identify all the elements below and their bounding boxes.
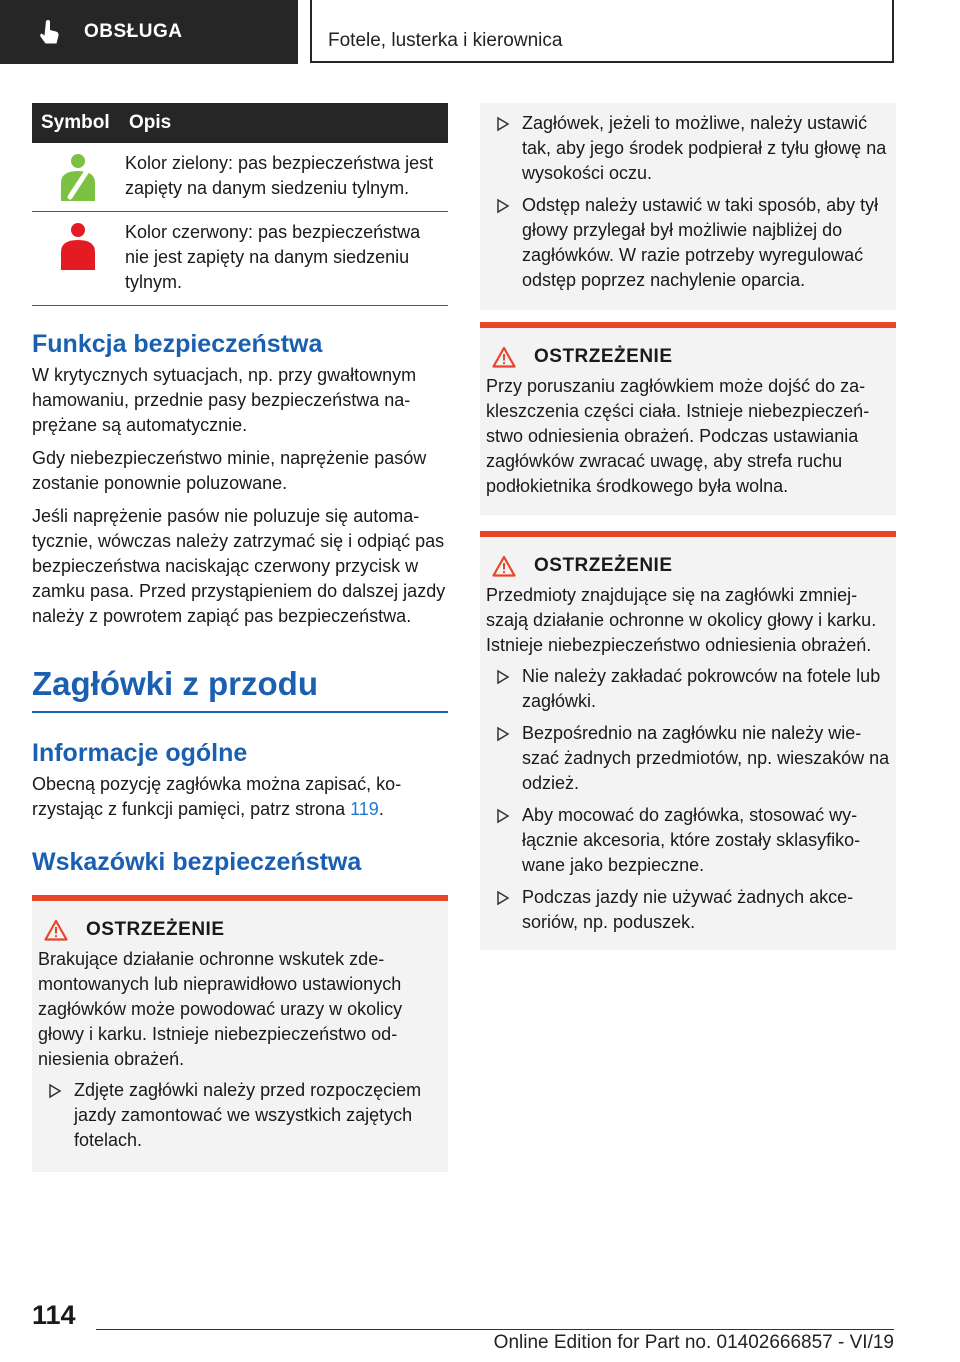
footer-divider bbox=[96, 1329, 894, 1330]
warning-text: Brakujące działanie ochronne wskutek zdemontowanych lub nieprawidłowo ustawionych zagłówków może powodować urazy w okolicy głowy i karku. Istnieje niebezpieczeństwo odniesienia obrażeń. bbox=[38, 949, 403, 1069]
continued-list-box bbox=[480, 103, 896, 310]
seatbelt-unfastened-red-icon bbox=[58, 222, 125, 279]
triangle-bullet-icon bbox=[48, 1081, 62, 1106]
seatbelt-fastened-green-icon bbox=[58, 153, 125, 210]
table-row bbox=[32, 212, 448, 306]
safety-notes-heading: Wskazówki bezpieczeństwa bbox=[32, 848, 362, 876]
list-item: Podczas jazdy nie używać żadnych akcesoriów, np. poduszek. bbox=[480, 885, 896, 935]
warning-title: OSTRZEŻENIE bbox=[534, 555, 673, 576]
triangle-bullet-icon bbox=[496, 667, 510, 692]
warning-icon bbox=[492, 555, 516, 577]
chapter-tab[interactable] bbox=[0, 0, 298, 64]
breadcrumb-text: Fotele, lusterka i kierownica bbox=[328, 30, 563, 51]
triangle-bullet-icon bbox=[496, 724, 510, 749]
symbol-table bbox=[32, 103, 448, 306]
hand-pointer-icon bbox=[38, 18, 64, 46]
paragraph: Gdy niebezpieczeństwo minie, naprężenie pasów zostanie ponownie poluzowane. bbox=[32, 448, 427, 493]
table-cell-description: Kolor czerwony: pas bezpieczeństwa nie jest zapięty na danym siedzeniu tylnym. bbox=[125, 212, 448, 306]
table-header-symbol: Symbol bbox=[32, 103, 125, 143]
left-column bbox=[32, 103, 448, 1172]
general-info-heading: Informacje ogólne bbox=[32, 739, 248, 767]
page-link[interactable]: 119 bbox=[350, 799, 379, 819]
chapter-tab-label: OBSŁUGA bbox=[84, 21, 183, 42]
list-item: Aby mocować do zagłówka, stosować wyłącznie akcesoria, które zostały sklasyfikowane jako bezpieczne. bbox=[480, 803, 896, 878]
general-info-text: Obecną pozycję zagłówka można zapisać, korzystając z funkcji pamięci, patrz strona 119. bbox=[32, 774, 402, 819]
continued-list bbox=[480, 111, 896, 293]
list-item: Bezpośrednio na zagłówku nie należy wieszać żadnych przedmiotów, np. wieszaków na odzież. bbox=[480, 721, 896, 796]
table-row bbox=[32, 143, 448, 212]
page-number: 114 bbox=[32, 1300, 76, 1330]
warning-text: Przy poruszaniu zagłówkiem może dojść do zakleszczenia części ciała. Istnieje niebezpieczeństwo odniesienia obrażeń. Podczas ustawiania zagłówków zwracać uwagę, aby strefa ruchu podłokietnika środkowego była wolna. bbox=[486, 376, 870, 496]
warning-icon bbox=[44, 919, 68, 941]
edition-text: Online Edition for Part no. 01402666857 - VI/19 bbox=[493, 1332, 894, 1353]
triangle-bullet-icon bbox=[496, 114, 510, 139]
warning-box bbox=[32, 895, 448, 1172]
triangle-bullet-icon bbox=[496, 196, 510, 221]
warning-list bbox=[480, 664, 896, 935]
list-item: Odstęp należy ustawić w taki sposób, aby tył głowy przylegał był możliwie najbliżej do zagłówków. W razie potrzeby wyregulować odstęp poprzez nachylenie oparcia. bbox=[480, 193, 896, 293]
table-header-description: Opis bbox=[125, 103, 448, 143]
warning-title: OSTRZEŻENIE bbox=[534, 346, 673, 367]
list-item: Nie należy zakładać pokrowców na fotele lub zagłówki. bbox=[480, 664, 896, 714]
paragraph: Jeśli naprężenie pasów nie poluzuje się automatycznie, wówczas należy zatrzymać się i odpiąć pas bezpieczeństwa naciskając czerwony przycisk w zamku pasa. Przed przystąpieniem do dalszej jazdy należy z powrotem zapiąć pas bezpieczeństwa. bbox=[32, 506, 446, 626]
triangle-bullet-icon bbox=[496, 888, 510, 913]
list-item: Zagłówek, jeżeli to możliwe, należy ustawić tak, aby jego środek podpierał z tyłu głowę na wysokości oczu. bbox=[480, 111, 896, 186]
breadcrumb bbox=[310, 0, 894, 63]
warning-box bbox=[480, 531, 896, 950]
warning-box bbox=[480, 322, 896, 515]
list-item: Zdjęte zagłówki należy przed rozpoczęciem jazdy zamontować we wszystkich zajętych fotelach. bbox=[32, 1078, 448, 1153]
paragraph: W krytycznych sytuacjach, np. przy gwałtownym hamowaniu, przednie pasy bezpieczeństwa naprężane są automatycznie. bbox=[32, 365, 417, 435]
warning-text: Przedmioty znajdujące się na zagłówki zmniejszają działanie ochronne w okolicy głowy i karku. Istnieje niebezpieczeństwo odniesienia obrażeń. bbox=[486, 585, 877, 655]
right-column bbox=[480, 103, 896, 950]
table-cell-description: Kolor zielony: pas bezpieczeństwa jest zapięty na danym siedzeniu tylnym. bbox=[125, 143, 448, 212]
warning-title: OSTRZEŻENIE bbox=[86, 919, 225, 940]
safety-function-heading: Funkcja bezpieczeństwa bbox=[32, 330, 323, 358]
section-title: Zagłówki z przodu bbox=[32, 665, 448, 713]
warning-icon bbox=[492, 346, 516, 368]
warning-list bbox=[32, 1078, 448, 1153]
triangle-bullet-icon bbox=[496, 806, 510, 831]
